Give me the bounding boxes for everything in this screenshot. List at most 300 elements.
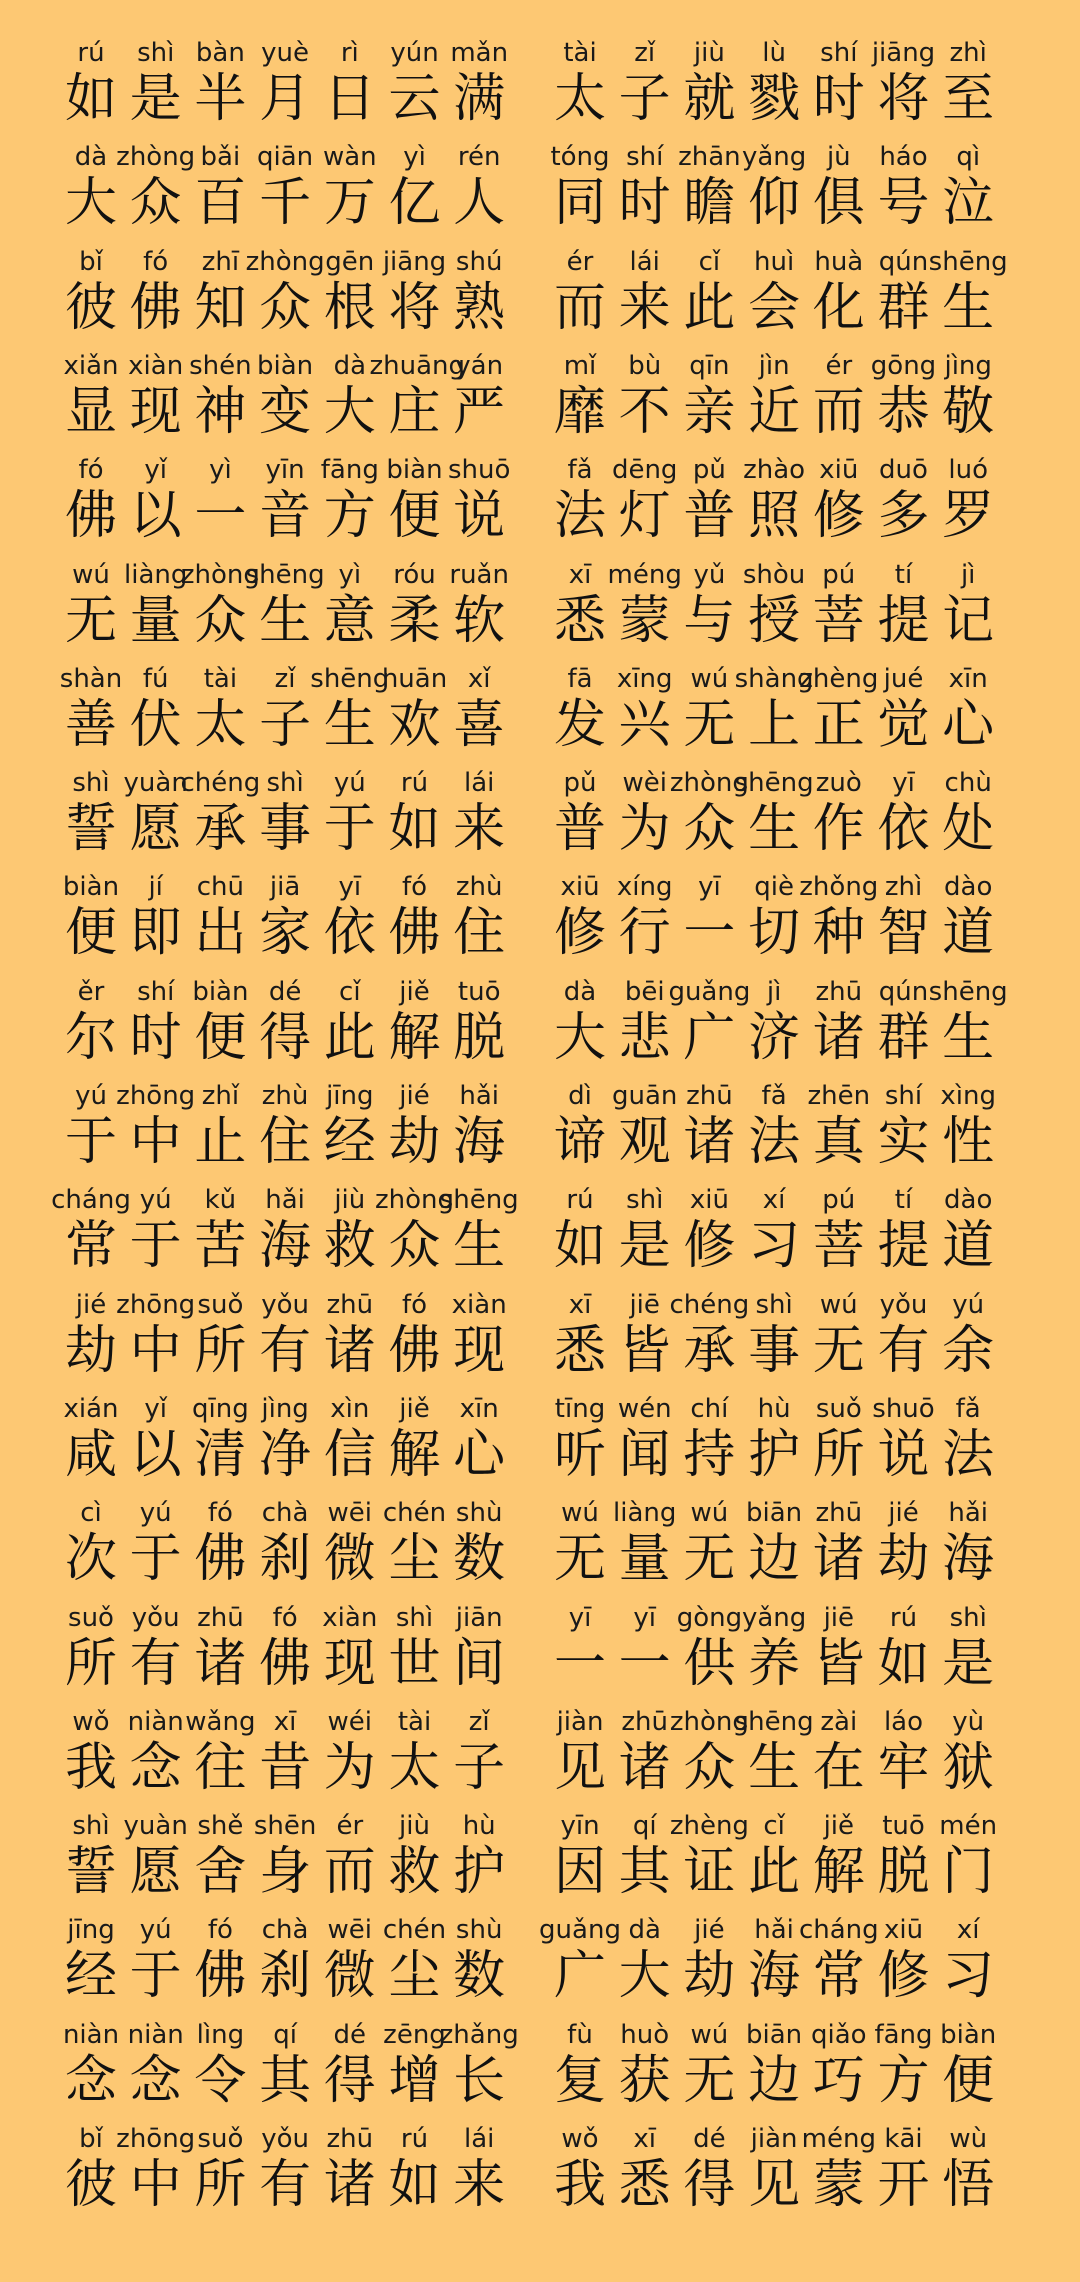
pinyin-text: róu [393,559,436,590]
pinyin-text: xiū [883,1915,924,1946]
pinyin-text: mǎn [450,38,509,68]
pinyin-text: biàn [257,350,314,381]
pinyin-text: fāng [874,2019,933,2050]
syllable [322,1601,378,1705]
pinyin-text: fó [207,1915,233,1946]
pinyin-text: jìng [944,350,992,381]
syllable [734,766,814,870]
syllable [678,140,741,244]
syllable [386,453,443,557]
pinyin-text: tīng [554,1393,606,1424]
hanzi-character: 而 [812,381,865,442]
hanzi-character: 济 [748,1007,801,1068]
syllable [260,1913,310,2017]
pinyin-text: biān [746,1498,803,1529]
pinyin-text: jīng [67,1915,115,1946]
hanzi-character: 承 [194,799,247,860]
hanzi-character: 说 [453,486,506,547]
pinyin-text: wēi [327,1498,373,1529]
syllable [382,1496,447,1600]
syllable [879,1496,929,1600]
hanzi-character: 有 [877,1320,930,1381]
verse-row [0,2122,1080,2226]
syllable [390,975,440,1079]
pinyin-text: yì [209,455,232,486]
hanzi-character: 现 [323,1633,376,1694]
hanzi-character: 半 [194,69,247,129]
pinyin-text: zǐ [634,38,656,68]
syllable [943,1913,993,2017]
hanzi-character: 发 [553,694,606,755]
verse-line-left [66,766,524,870]
hanzi-character: 供 [683,1633,736,1694]
pinyin-text: chén [382,1498,447,1529]
hanzi-character: 护 [453,1842,506,1903]
syllable [879,766,929,870]
hanzi-character: 海 [942,1529,995,1590]
hanzi-character: 悉 [553,590,606,651]
syllable [195,1601,245,1705]
syllable [943,140,993,244]
pinyin-text: suǒ [197,2124,244,2154]
syllable [131,662,181,766]
pinyin-text: pǔ [692,455,726,486]
hanzi-character: 常 [812,1946,865,2007]
hanzi-character: 生 [942,277,995,338]
pinyin-text: jié [399,1081,430,1111]
hanzi-character: 所 [64,1633,117,1694]
pinyin-text: zhòng [180,559,260,590]
pinyin-text: jié [694,1915,725,1946]
pinyin-text: rú [889,1602,918,1633]
syllable [611,453,678,557]
verse-line-left [66,1705,524,1809]
verse-row [0,36,1080,140]
pinyin-text: qiān [257,142,314,173]
pinyin-text: liàng [124,559,188,590]
syllable [684,349,734,453]
hanzi-character: 念 [129,1737,182,1798]
verse-line-left [59,662,524,766]
syllable [66,453,116,557]
syllable [325,245,375,349]
syllable [260,453,310,557]
pinyin-text: xiǎn [63,350,119,381]
syllable [620,1183,670,1287]
pinyin-text: shí [626,142,664,173]
syllable [943,558,993,662]
syllable [260,2018,310,2122]
hanzi-character: 常 [64,1216,117,1277]
syllable [260,766,310,870]
syllable [749,349,799,453]
syllable [872,1392,935,1496]
syllable [734,1705,814,1809]
syllable [131,245,181,349]
syllable [260,1601,310,1705]
hanzi-character: 悉 [618,2155,671,2215]
verse-row [0,1392,1080,1496]
syllable [63,349,119,453]
syllable [943,2122,993,2226]
syllable [66,766,116,870]
hanzi-character: 劫 [683,1946,736,2007]
syllable [814,245,864,349]
hanzi-character: 一 [194,486,247,547]
hanzi-character: 生 [748,799,801,860]
pinyin-text: yú [952,1289,985,1320]
pinyin-text: shù [455,1915,503,1946]
hanzi-character: 佛 [129,277,182,338]
syllable [131,870,181,974]
syllable [390,1079,440,1183]
syllable [814,1601,864,1705]
verse-line-right [555,2122,1013,2226]
pinyin-text: biān [746,2019,803,2050]
syllable [59,662,123,766]
hanzi-character: 为 [323,1737,376,1798]
hanzi-character: 是 [942,1633,995,1694]
syllable [325,558,375,662]
syllable [807,1079,871,1183]
syllable [454,2122,504,2226]
hanzi-character: 知 [194,277,247,338]
hanzi-character: 世 [388,1633,441,1694]
pinyin-text: zhēn [807,1081,871,1111]
hanzi-character: 众 [194,590,247,651]
pinyin-text: zhù [261,1081,309,1111]
pinyin-text: shēn [253,1811,317,1842]
syllable [260,1705,310,1809]
hanzi-character: 一 [618,1633,671,1694]
pinyin-text: zhòng [669,1706,749,1737]
syllable [66,1705,116,1809]
hanzi-character: 长 [453,2050,506,2111]
hanzi-character: 靡 [553,381,606,442]
syllable [879,870,929,974]
pinyin-text: yú [139,1915,172,1946]
pinyin-text: tí [894,559,913,590]
pinyin-text: qiè [754,872,794,903]
syllable [66,36,116,140]
pinyin-text: rú [400,2124,429,2154]
verse-line-left [66,1288,524,1392]
syllable [325,1392,375,1496]
hanzi-character: 住 [453,903,506,964]
pinyin-text: tài [563,38,597,68]
syllable [325,36,375,140]
verse-line-right [550,140,1013,244]
hanzi-character: 是 [618,1216,671,1277]
pinyin-text: xìn [330,1393,370,1424]
syllable [439,2018,519,2122]
hanzi-character: 谛 [553,1112,606,1172]
pinyin-text: shēng [734,768,814,799]
hanzi-character: 依 [323,903,376,964]
pinyin-text: biàn [940,2019,997,2050]
hanzi-character: 觉 [877,694,930,755]
pinyin-text: chà [261,1915,309,1946]
hanzi-character: 众 [683,1737,736,1798]
pinyin-text: wú [690,1498,729,1529]
hanzi-character: 蒙 [618,590,671,651]
syllable [734,662,814,766]
hanzi-character: 见 [553,1737,606,1798]
syllable [879,1288,929,1392]
hanzi-character: 授 [748,590,801,651]
pinyin-text: zhòng [374,1185,454,1216]
hanzi-character: 众 [259,277,312,338]
hanzi-character: 普 [683,486,736,547]
syllable [454,1079,504,1183]
pinyin-text: lù [762,38,786,68]
pinyin-text: chū [196,872,245,903]
hanzi-character: 养 [748,1633,801,1694]
verse-line-right [555,1809,1013,1913]
pinyin-text: zhān [678,142,741,173]
pinyin-text: wǎng [185,1706,256,1737]
hanzi-character: 于 [129,1216,182,1277]
syllable [382,1913,447,2017]
pinyin-text: shě [197,1811,244,1842]
pinyin-text: hù [462,1811,496,1842]
pinyin-text: zhū [815,976,863,1007]
pinyin-text: kāi [884,2124,923,2154]
syllable [123,1809,188,1913]
syllable [620,140,670,244]
hanzi-character: 就 [683,69,736,129]
syllable [749,36,799,140]
hanzi-character: 提 [877,590,930,651]
hanzi-character: 诸 [323,1320,376,1381]
syllable [613,1496,677,1600]
hanzi-character: 云 [388,69,441,129]
syllable [620,245,670,349]
syllable [550,140,610,244]
syllable [439,1183,519,1287]
hanzi-character: 证 [683,1842,736,1903]
pinyin-text: jiù [334,1185,366,1216]
pinyin-text: bù [628,350,662,381]
hanzi-character: 所 [194,2155,247,2215]
pinyin-text: zhòng [245,246,325,277]
syllable [555,453,605,557]
syllable [260,662,310,766]
hanzi-character: 昔 [259,1737,312,1798]
pinyin-text: xī [633,2124,656,2154]
hanzi-character: 无 [683,694,736,755]
syllable [555,662,605,766]
pinyin-text: tài [397,1706,432,1737]
syllable [879,453,929,557]
pinyin-text: shí [137,976,175,1007]
hanzi-character: 来 [618,277,671,338]
syllable [620,1705,670,1809]
syllable [555,1705,605,1809]
syllable [814,1496,864,1600]
pinyin-text: xí [762,1185,786,1216]
syllable [195,2018,245,2122]
syllable [555,36,605,140]
hanzi-character: 咸 [64,1424,117,1485]
syllable [131,1392,181,1496]
pinyin-text: tuō [457,976,501,1007]
hanzi-character: 身 [259,1842,312,1903]
syllable [749,975,799,1079]
pinyin-text: fó [401,1289,428,1320]
pinyin-text: xí [956,1915,980,1946]
pinyin-text: jiāng [382,246,447,277]
hanzi-character: 彼 [64,277,117,338]
hanzi-character: 誓 [64,1842,117,1903]
hanzi-character: 智 [877,903,930,964]
pinyin-text: shì [949,1602,987,1633]
hanzi-character: 亲 [683,381,736,442]
hanzi-character: 无 [64,590,117,651]
hanzi-character: 于 [64,1112,117,1172]
pinyin-text: ér [566,246,594,277]
hanzi-character: 将 [388,277,441,338]
hanzi-character: 修 [553,903,606,964]
syllable [555,1496,605,1600]
syllable [749,245,799,349]
pinyin-text: zēng [383,2019,446,2050]
hanzi-character: 在 [812,1737,865,1798]
verse-line-right [555,870,1013,974]
hanzi-character: 净 [259,1424,312,1485]
syllable [799,662,879,766]
hanzi-character: 经 [64,1946,117,2007]
pinyin-text: fó [207,1498,233,1529]
syllable [195,1913,245,2017]
syllable [555,870,605,974]
pinyin-text: shí [884,1081,923,1111]
syllable [131,36,181,140]
syllable [451,1288,507,1392]
syllable [749,1809,799,1913]
syllable [66,1079,116,1183]
hanzi-character: 多 [877,486,930,547]
hanzi-character: 性 [942,1112,995,1172]
hanzi-character: 令 [194,2050,247,2111]
hanzi-character: 往 [194,1737,247,1798]
pinyin-text: zhī [201,246,240,277]
syllable [940,1079,996,1183]
hanzi-character: 神 [194,381,247,442]
syllable [620,1601,670,1705]
pinyin-text: biàn [62,872,120,903]
hanzi-character: 无 [683,1529,736,1590]
syllable [620,766,670,870]
pinyin-text: lìng [196,2019,245,2050]
syllable [454,975,504,1079]
pinyin-text: fāng [320,455,379,486]
verse-row [0,349,1080,453]
syllable [684,2122,734,2226]
hanzi-character: 解 [812,1842,865,1903]
syllable [245,245,325,349]
pinyin-text: liàng [613,1498,677,1529]
pinyin-text: mǐ [563,350,597,381]
syllable [260,870,310,974]
syllable [124,558,188,662]
hanzi-character: 子 [453,1737,506,1798]
hanzi-character: 至 [942,69,995,129]
syllable [943,766,993,870]
hanzi-character: 修 [877,1946,930,2007]
syllable [195,1288,245,1392]
syllable [814,1288,864,1392]
pinyin-text: bǎi [200,142,241,173]
pinyin-text: shù [455,1498,503,1529]
pinyin-text: chí [690,1393,729,1424]
syllable [260,1392,310,1496]
verse-line-left [66,453,524,557]
syllable [325,2122,375,2226]
hanzi-character: 念 [64,2050,117,2111]
hanzi-character: 号 [877,173,930,234]
pinyin-text: láo [883,1706,924,1737]
hanzi-character: 护 [748,1424,801,1485]
syllable [879,662,929,766]
syllable [811,2018,867,2122]
hanzi-character: 劫 [64,1320,117,1381]
verse-line-left [66,140,524,244]
pinyin-text: jiù [693,38,725,68]
syllable [131,975,181,1079]
verse-line-left [66,1601,524,1705]
hanzi-character: 俱 [812,173,865,234]
pinyin-text: huì [754,246,795,277]
hanzi-character: 清 [194,1424,247,1485]
pinyin-text: yú [333,768,366,799]
hanzi-character: 照 [748,486,801,547]
pinyin-text: tài [203,663,238,694]
verse-row [0,1705,1080,1809]
pinyin-text: hǎi [948,1498,988,1529]
pinyin-text: yǐ [144,1393,167,1424]
hanzi-character: 中 [129,1112,182,1172]
syllable [454,766,504,870]
pinyin-text: xiū [689,1185,729,1216]
hanzi-character: 我 [553,2155,606,2215]
pinyin-text: gōng [870,350,937,381]
hanzi-character: 见 [748,2155,801,2215]
pinyin-text: zhòng [116,142,196,173]
hanzi-character: 子 [259,694,312,755]
verse-row [0,1288,1080,1392]
syllable [539,1913,621,2017]
syllable [607,558,682,662]
hanzi-character: 会 [748,277,801,338]
syllable [63,1392,119,1496]
hanzi-character: 同 [553,173,606,234]
syllable [390,36,440,140]
syllable [245,558,325,662]
verse-line-left [66,1809,524,1913]
verse-row [0,975,1080,1079]
pinyin-text: ruǎn [449,559,509,590]
hanzi-character: 刹 [259,1529,312,1590]
hanzi-character: 数 [453,1946,506,2007]
hanzi-character: 灯 [618,486,671,547]
syllable [879,1809,929,1913]
hanzi-character: 海 [259,1216,312,1277]
hanzi-character: 诸 [683,1112,736,1172]
syllable [454,1705,504,1809]
syllable [746,2018,803,2122]
syllable [749,1392,799,1496]
